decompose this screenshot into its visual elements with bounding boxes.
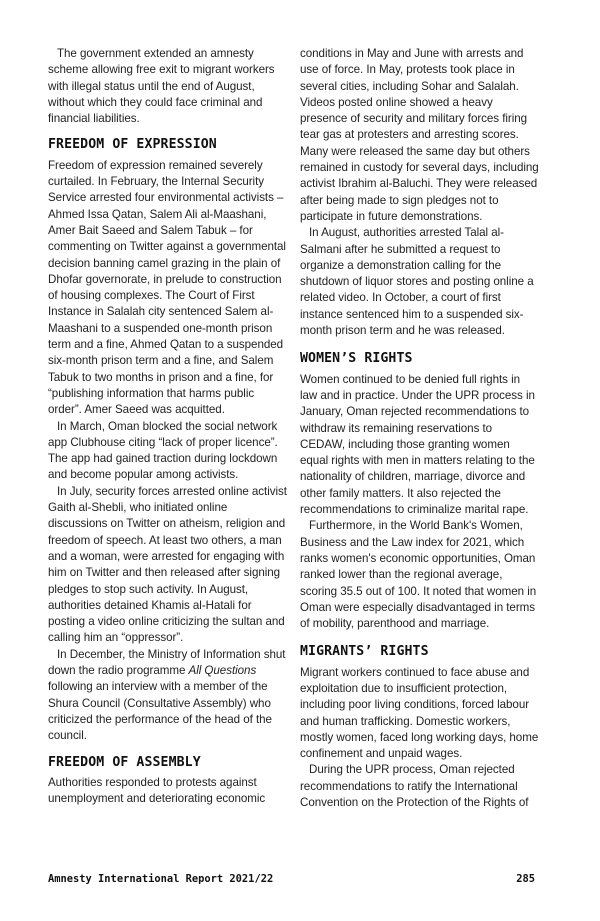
heading-freedom-of-assembly: FREEDOM OF ASSEMBLY	[48, 755, 201, 771]
paragraph-expression-3: In July, security forces arrested online activist Gaith al-Shebli, who initiated online discussions on Twitter on atheism, religion and freedom of speech. At least two others, a man and a woman, were arrested for engaging with him on Twitter and then released after signing pledges to stop such activity. In August, authorities detained Khamis al-Hatali for posting a video online criticizing the sultan and calling him an “oppressor”.	[48, 484, 287, 645]
paragraph-migrants-2: During the UPR process, Oman rejected recommendations to ratify the International Convention on the Protection of the Rights of	[300, 763, 529, 810]
paragraph-expression-4	[48, 647, 288, 745]
right-column	[300, 46, 540, 811]
left-column	[48, 46, 288, 807]
heading-womens-rights: WOMEN’S RIGHTS	[300, 351, 413, 367]
paragraph-expression-1: Freedom of expression remained severely curtailed. In February, the Internal Security Service arrested four environmental activists – Ahmed Issa Qatan, Salem Ali al-Maashani, Amer Bait Saeed and Salem Tabuk – for commenting on Twitter against a governmental decision banning camel grazing in the plain of Dhofar governorate, in prelude to construction of housing complexes. The Court of First Instance in Salalah city sentenced Salem al-Maashani to a suspended one-month prison term and a fine, Ahmed Qatan to a suspended six-month prison term and a fine, and Salem Tabuk to two months in prison and a fine, for “publishing information that harms public order”. Amer Saeed was acquitted.	[48, 158, 286, 417]
page-number: 285	[516, 873, 535, 885]
paragraph-assembly-continued: conditions in May and June with arrests and use of force. In May, protests took place in several cities, including Sohar and Salalah. Videos posted online showed a heavy presence of security and military forces firing tear gas at protesters and arresting scores. Many were released the same day but others remained in custody for several days, including activist Ibrahim al-Baluchi. They were released after being made to sign pledges not to participate in future demonstrations.	[300, 47, 539, 223]
paragraph-migrants-1: Migrant workers continued to face abuse and exploitation due to insufficient protection, including poor living conditions, forced labour and human trafficking. Domestic workers, mostly women, faced long working days, home confinement and unpaid wages.	[300, 665, 539, 761]
paragraph-amnesty: The government extended an amnesty scheme allowing free exit to migrant workers with illegal status until the end of August, without which they could face criminal and financial liabilities.	[48, 47, 275, 126]
paragraph-women-2: Furthermore, in the World Bank's Women, Business and the Law index for 2021, which ranks women's economic opportunities, Oman ranked lower than the regional average, scoring 35.5 out of 100. It noted that women in Oman were especially disadvantaged in terms of mobility, parenthood and marriage.	[300, 519, 537, 631]
programme-title: All Questions	[188, 663, 257, 677]
paragraph-assembly-2: In August, authorities arrested Talal al-Salmani after he submitted a request to organize a demonstration calling for the shutdown of liquor stores and posting online a related video. In October, a court of first instance sentenced him to a suspended six-month prison term and he was released.	[300, 226, 534, 338]
paragraph-expression-4-start: In December, the Ministry of Information shut down the radio programme	[48, 647, 286, 677]
heading-freedom-of-expression: FREEDOM OF EXPRESSION	[48, 137, 217, 153]
paragraph-expression-2: In March, Oman blocked the social network app Clubhouse citing “lack of proper licence”. The app had gained traction during lockdown and become popular among activists.	[48, 419, 278, 482]
page-footer	[48, 873, 535, 889]
paragraph-assembly-1: Authorities responded to protests against unemployment and deteriorating economic	[48, 775, 266, 806]
paragraph-women-1: Women continued to be denied full rights in law and in practice. Under the UPR process in January, Oman rejected recommendations to withdraw its remaining reservations to CEDAW, including those granting women equal rights with men in matters relating to the nationality of children, marriage, divorce and other family matters. It also rejected the recommendations to criminalize marital rape.	[300, 372, 535, 517]
paragraph-expression-4-end: following an interview with a member of the Shura Council (Consultative Assembly) who criticized the performance of the head of the council.	[48, 680, 272, 743]
report-title: Amnesty International Report 2021/22	[48, 873, 274, 885]
heading-migrants-rights: MIGRANTS’ RIGHTS	[300, 644, 429, 660]
